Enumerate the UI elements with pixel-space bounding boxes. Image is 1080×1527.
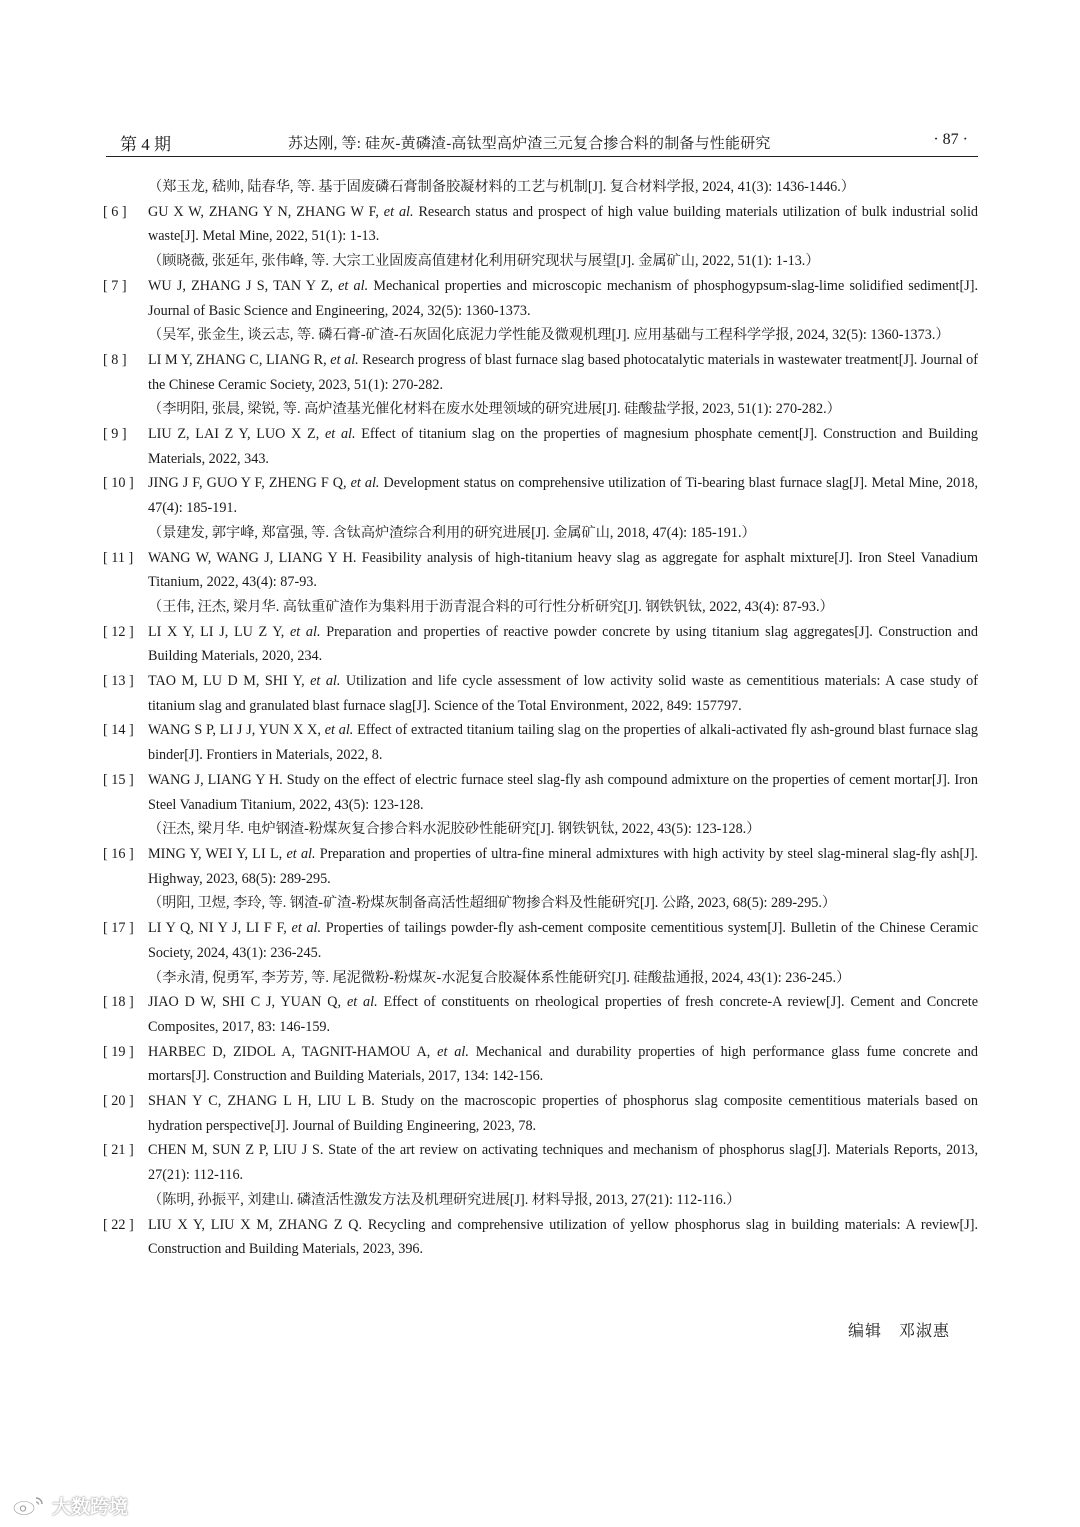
reference-entry	[100, 348, 978, 422]
reference-text: GU X W, ZHANG Y N, ZHANG W F, et al. Research status and prospect of high value building materials utilization of bulk industrial solid waste[J]. Metal Mine, 2022, 51(1): 1-13.	[148, 203, 978, 245]
reference-translation: （李永清, 倪勇军, 李芳芳, 等. 尾泥微粉-粉煤灰-水泥复合胶凝体系性能研究[J]. 硅酸盐通报, 2024, 43(1): 236-245.）	[148, 969, 851, 986]
reference-entry	[100, 1040, 978, 1089]
watermark-text: 大数跨境	[52, 1495, 129, 1518]
reference-text: LIU Z, LAI Z Y, LUO X Z, et al. Effect of titanium slag on the properties of magnesium phosphate cement[J]. Construction and Building Materials, 2022, 343.	[148, 426, 978, 467]
reference-entry	[100, 471, 978, 545]
reference-entry	[100, 1138, 978, 1212]
editor-credit: 编辑 邓淑惠	[848, 1321, 951, 1340]
reference-text: LI X Y, LI J, LU Z Y, et al. Preparation and properties of reactive powder concrete by using titanium slag aggregates[J]. Construction and Building Materials, 2020, 234.	[148, 623, 978, 665]
running-header	[106, 128, 978, 157]
issue-number: 第 4 期	[120, 135, 171, 154]
reference-text: JIAO D W, SHI C J, YUAN Q, et al. Effect of constituents on rheological properties of fresh concrete-A review[J]. Cement and Concrete Composites, 2017, 83: 146-159.	[148, 994, 979, 1035]
reference-number: [ 9 ]	[103, 426, 127, 443]
reference-text: SHAN Y C, ZHANG L H, LIU L B. Study on the macroscopic properties of phosphorus slag composite cementitious materials based on hydration perspective[J]. Journal of Building Engineering, 2023, 78.	[148, 1093, 978, 1134]
reference-number: [ 6 ]	[103, 203, 127, 220]
reference-entry	[100, 990, 978, 1039]
reference-translation: （汪杰, 梁月华. 电炉钢渣-粉煤灰复合掺合料水泥胶砂性能研究[J]. 钢铁钒钛, 2022, 43(5): 123-128.）	[148, 821, 761, 838]
reference-text: WANG J, LIANG Y H. Study on the effect of electric furnace steel slag-fly ash compound admixture on the properties of cement mortar[J]. Iron Steel Vanadium Titanium, 2022, 43(5): 123-128.	[148, 771, 978, 813]
reference-translation: （顾晓薇, 张延年, 张伟峰, 等. 大宗工业固废高值建材化利用研究现状与展望[J]. 金属矿山, 2022, 51(1): 1-13.）	[148, 253, 820, 270]
reference-number: [ 13 ]	[103, 673, 134, 690]
reference-translation: （陈明, 孙振平, 刘建山. 磷渣活性激发方法及机理研究进展[J]. 材料导报, 2013, 27(21): 112-116.）	[148, 1191, 741, 1208]
reference-number: [ 22 ]	[103, 1216, 134, 1233]
reference-number: [ 16 ]	[103, 845, 134, 862]
reference-translation: （景建发, 郭宇峰, 郑富强, 等. 含钛高炉渣综合利用的研究进展[J]. 金属矿山, 2018, 47(4): 185-191.）	[148, 524, 756, 541]
reference-number: [ 7 ]	[103, 277, 127, 294]
reference-number: [ 8 ]	[103, 351, 127, 368]
reference-text: HARBEC D, ZIDOL A, TAGNIT-HAMOU A, et al. Mechanical and durability properties of high performance glass fume concrete and mortars[J]. Construction and Building Materials, 2017, 134: 142-156.	[148, 1043, 978, 1085]
reference-list	[100, 175, 978, 1262]
reference-number: [ 11 ]	[103, 549, 134, 566]
watermark	[12, 1492, 128, 1518]
reference-entry	[100, 768, 978, 842]
weibo-style-logo-icon	[12, 1494, 48, 1516]
reference-number: [ 17 ]	[103, 920, 134, 937]
reference-entry	[100, 1089, 978, 1138]
reference-text: LI Y Q, NI Y J, LI F F, et al. Properties of tailings powder-fly ash-cement composite cementitious system[J]. Bulletin of the Chinese Ceramic Society, 2024, 43(1): 236-245.	[148, 920, 979, 961]
reference-text: TAO M, LU D M, SHI Y, et al. Utilization and life cycle assessment of low activity solid waste as cementitious materials: A case study of titanium slag and granulated blast furnace slag[J]. Science of the Total Environment, 2022, 849: 157797.	[148, 673, 978, 714]
reference-number: [ 21 ]	[103, 1142, 134, 1159]
reference-translation: （李明阳, 张晨, 梁锐, 等. 高炉渣基光催化材料在废水处理领域的研究进展[J]. 硅酸盐学报, 2023, 51(1): 270-282.）	[148, 401, 841, 418]
reference-text: WU J, ZHANG J S, TAN Y Z, et al. Mechanical properties and microscopic mechanism of phosphogypsum-slag-lime solidified sediment[J]. Journal of Basic Science and Engineering, 2024, 32(5): 1360-1373.	[148, 277, 978, 319]
reference-entry	[100, 718, 978, 767]
running-title: 苏达刚, 等: 硅灰-黄磷渣-高钛型高炉渣三元复合掺合料的制备与性能研究	[288, 136, 771, 152]
reference-number: [ 15 ]	[103, 771, 134, 788]
reference-entry	[100, 620, 978, 669]
reference-text: WANG S P, LI J J, YUN X X, et al. Effect of extracted titanium tailing slag on the properties of alkali-activated fly ash-ground blast furnace slag binder[J]. Frontiers in Materials, 2022, 8.	[148, 722, 978, 764]
reference-text: JING J F, GUO Y F, ZHENG F Q, et al. Development status on comprehensive utilization of Ti-bearing blast furnace slag[J]. Metal Mine, 2018, 47(4): 185-191.	[148, 475, 978, 517]
reference-translation: （明阳, 卫煜, 李玲, 等. 钢渣-矿渣-粉煤灰制备高活性超细矿物掺合料及性能研究[J]. 公路, 2023, 68(5): 289-295.）	[148, 895, 837, 912]
reference-text: MING Y, WEI Y, LI L, et al. Preparation and properties of ultra-fine mineral admixtures with high activity by steel slag-mineral slag-fly ash[J]. Highway, 2023, 68(5): 289-295.	[148, 845, 978, 887]
reference-text: WANG W, WANG J, LIANG Y H. Feasibility analysis of high-titanium heavy slag as aggregate for asphalt mixture[J]. Iron Steel Vanadium Titanium, 2022, 43(4): 87-93.	[148, 549, 978, 591]
reference-entry	[100, 1213, 978, 1262]
reference-number: [ 12 ]	[103, 623, 134, 640]
reference-translation: （郑玉龙, 嵇帅, 陆春华, 等. 基于固废磷石膏制备胶凝材料的工艺与机制[J]. 复合材料学报, 2024, 41(3): 1436-1446.）	[148, 179, 855, 195]
reference-entry	[100, 422, 978, 471]
reference-number: [ 20 ]	[103, 1093, 134, 1110]
reference-entry	[100, 669, 978, 718]
reference-translation: （吴军, 张金生, 谈云志, 等. 磷石膏-矿渣-石灰固化底泥力学性能及微观机理[J]. 应用基础与工程科学学报, 2024, 32(5): 1360-1373.）	[148, 327, 950, 344]
reference-number: [ 18 ]	[103, 994, 134, 1011]
reference-entry	[100, 175, 978, 200]
reference-text: LI M Y, ZHANG C, LIANG R, et al. Research progress of blast furnace slag based photocatalytic materials in wastewater treatment[J]. Journal of the Chinese Ceramic Society, 2023, 51(1): 270-282.	[148, 351, 978, 393]
reference-entry	[100, 200, 978, 274]
reference-entry	[100, 916, 978, 990]
reference-translation: （王伟, 汪杰, 梁月华. 高钛重矿渣作为集料用于沥青混合料的可行性分析研究[J]. 钢铁钒钛, 2022, 43(4): 87-93.）	[148, 598, 834, 615]
reference-entry	[100, 546, 978, 620]
reference-number: [ 19 ]	[103, 1043, 134, 1060]
reference-number: [ 10 ]	[103, 475, 134, 492]
page-number: · 87 ·	[933, 131, 968, 148]
reference-number: [ 14 ]	[103, 722, 134, 739]
reference-text: CHEN M, SUN Z P, LIU J S. State of the art review on activating techniques and mechanism of phosphorus slag[J]. Materials Reports, 2013, 27(21): 112-116.	[148, 1142, 978, 1184]
reference-entry	[100, 842, 978, 916]
reference-text: LIU X Y, LIU X M, ZHANG Z Q. Recycling and comprehensive utilization of yellow phosphorus slag in building materials: A review[J]. Construction and Building Materials, 2023, 396.	[148, 1216, 978, 1258]
reference-entry	[100, 274, 978, 348]
